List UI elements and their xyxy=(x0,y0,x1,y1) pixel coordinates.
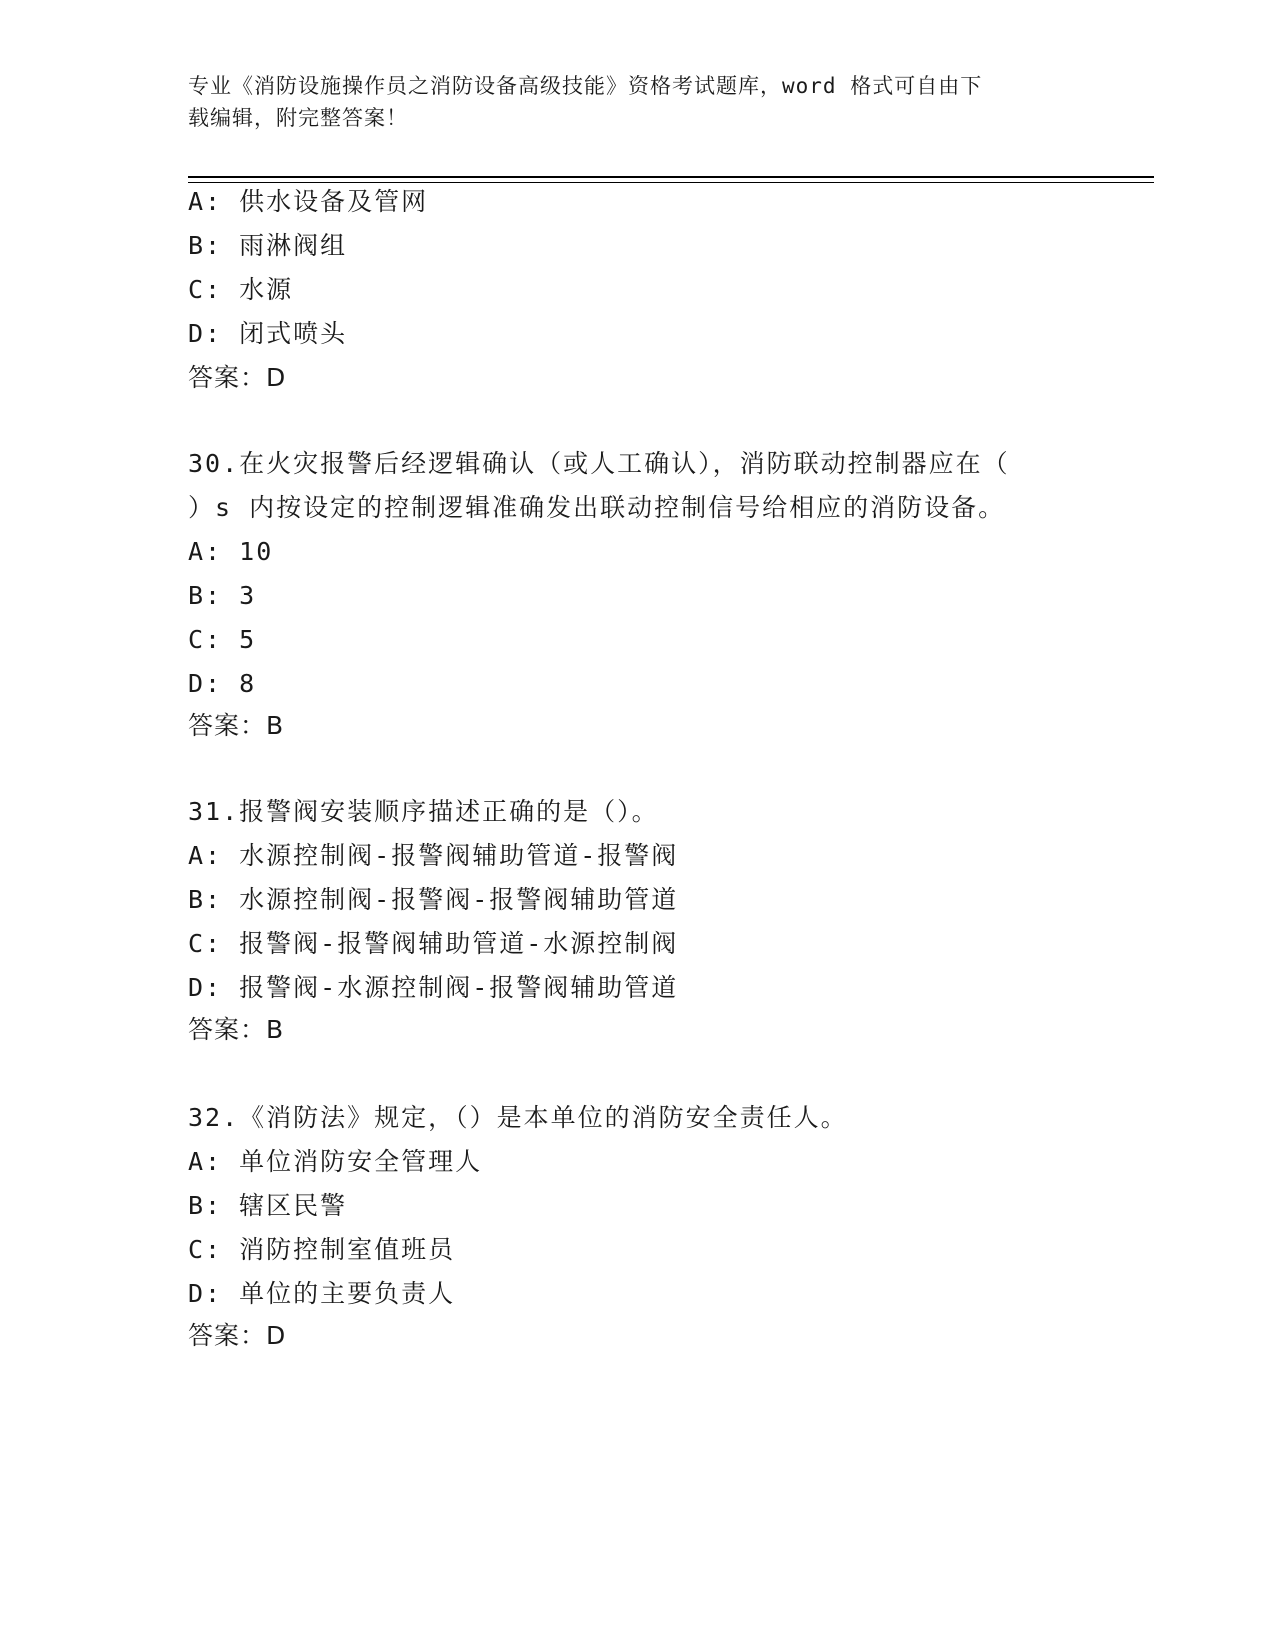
header-line-2: 载编辑，附完整答案！ xyxy=(188,106,408,130)
q29-option-c: C: 水源 xyxy=(188,275,294,304)
q32-answer: 答案：D xyxy=(188,1321,287,1350)
q29-option-b: B: 雨淋阀组 xyxy=(188,231,348,260)
q31-option-d: D: 报警阀-水源控制阀-报警阀辅助管道 xyxy=(188,973,679,1002)
header-divider-thick xyxy=(188,176,1154,178)
q29-answer: 答案：D xyxy=(188,363,287,392)
q29-option-a: A: 供水设备及管网 xyxy=(188,187,429,216)
q31-answer: 答案：B xyxy=(188,1015,285,1044)
q31-option-a: A: 水源控制阀-报警阀辅助管道-报警阀 xyxy=(188,841,679,870)
q32-option-d: D: 单位的主要负责人 xyxy=(188,1279,456,1308)
q30-option-b: B: 3 xyxy=(188,581,257,610)
q30-option-d: D: 8 xyxy=(188,669,257,698)
q30-stem-line-2: ）s 内按设定的控制逻辑准确发出联动控制信号给相应的消防设备。 xyxy=(188,493,1006,522)
q31-option-c: C: 报警阀-报警阀辅助管道-水源控制阀 xyxy=(188,929,679,958)
q32-stem: 32.《消防法》规定，（）是本单位的消防安全责任人。 xyxy=(188,1103,848,1132)
q30-answer: 答案：B xyxy=(188,711,285,740)
header-line-1: 专业《消防设施操作员之消防设备高级技能》资格考试题库，word 格式可自由下 xyxy=(188,74,983,98)
q32-option-a: A: 单位消防安全管理人 xyxy=(188,1147,483,1176)
q31-option-b: B: 水源控制阀-报警阀-报警阀辅助管道 xyxy=(188,885,679,914)
q30-stem-line-1: 30.在火灾报警后经逻辑确认（或人工确认），消防联动控制器应在（ xyxy=(188,449,1010,478)
q32-option-c: C: 消防控制室值班员 xyxy=(188,1235,456,1264)
document-header xyxy=(188,70,1068,134)
q30-option-c: C: 5 xyxy=(188,625,257,654)
q30-option-a: A: 10 xyxy=(188,537,274,566)
q29-option-d: D: 闭式喷头 xyxy=(188,319,348,348)
header-divider-thin xyxy=(188,182,1154,183)
q32-option-b: B: 辖区民警 xyxy=(188,1191,348,1220)
q31-stem: 31.报警阀安装顺序描述正确的是（）。 xyxy=(188,797,659,826)
